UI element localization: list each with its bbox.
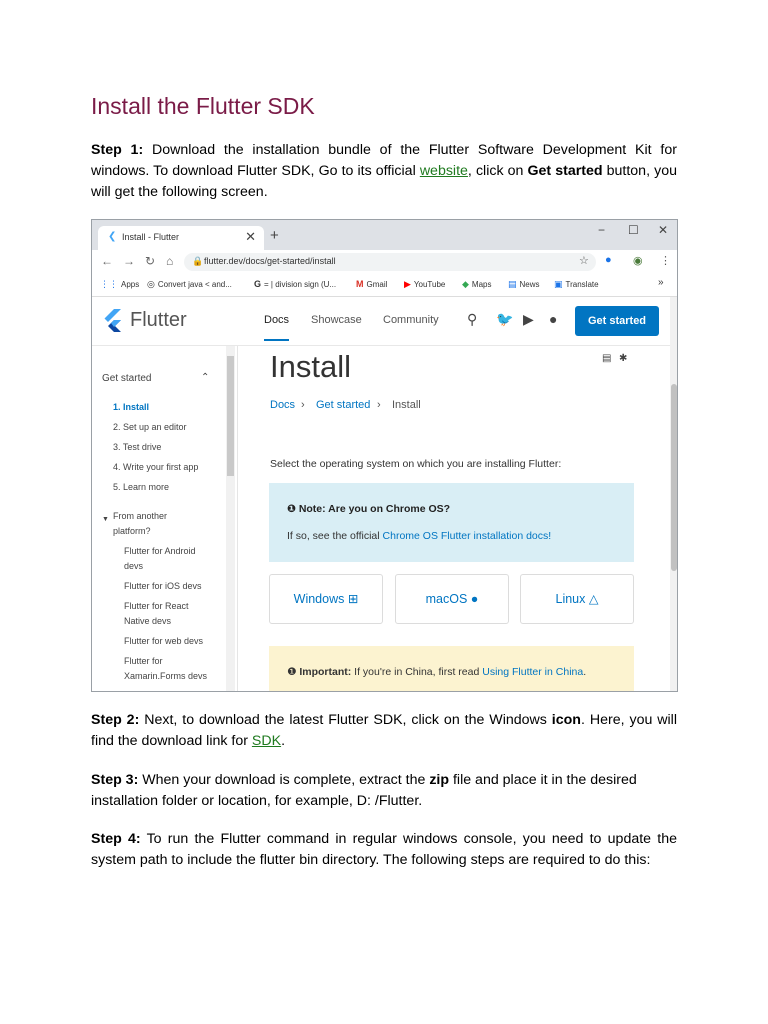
bookmark-translate[interactable]: ▣ Translate xyxy=(554,279,599,289)
macos-label: macOS xyxy=(425,592,468,606)
profile-sync-icon[interactable]: ● xyxy=(605,254,612,266)
windows-button[interactable] xyxy=(269,574,383,624)
windows-logo-icon: ⊞ xyxy=(347,592,359,606)
note-text xyxy=(287,530,551,542)
step-3-label: Step 3: xyxy=(91,772,139,788)
breadcrumb-separator-icon: › xyxy=(301,399,305,411)
chevron-up-icon[interactable]: ⌃ xyxy=(201,372,210,383)
sidebar-item-web[interactable]: Flutter for web devs xyxy=(124,636,204,646)
step-3-paragraph xyxy=(91,770,677,812)
info-icon: ❶ xyxy=(287,503,299,515)
translate-icon: ▣ xyxy=(554,279,563,289)
important-label: Important: xyxy=(299,666,352,678)
caret-down-icon[interactable]: ▼ xyxy=(102,516,109,523)
breadcrumb-install: Install xyxy=(392,399,421,411)
sdk-link[interactable]: SDK xyxy=(251,733,282,749)
forward-icon[interactable]: → xyxy=(123,254,135,268)
more-bookmarks-icon[interactable]: » xyxy=(658,277,664,288)
window-close-icon[interactable]: ✕ xyxy=(658,223,669,237)
important-text xyxy=(287,666,586,678)
get-started-bold: Get started xyxy=(527,163,603,179)
step-2-text-c: . xyxy=(281,733,286,749)
windows-label: Windows xyxy=(293,592,345,606)
youtube-icon[interactable]: ▶ xyxy=(523,311,534,327)
lock-icon: 🔒 xyxy=(192,256,204,266)
zip-bold: zip xyxy=(429,772,450,788)
bookmark-apps[interactable]: ⋮⋮ Apps xyxy=(100,279,140,289)
icon-bold: icon xyxy=(551,712,581,728)
flutter-logo-text[interactable]: Flutter xyxy=(130,309,187,331)
browser-tab[interactable] xyxy=(98,226,264,250)
maps-icon: ◆ xyxy=(462,279,469,289)
bookmark-news[interactable]: ▤ News xyxy=(508,279,540,289)
url-input[interactable] xyxy=(184,253,596,271)
step-1-label: Step 1: xyxy=(91,142,144,158)
note-title xyxy=(287,503,450,515)
chrome-os-docs-link[interactable]: Chrome OS Flutter installation docs! xyxy=(382,530,552,542)
sidebar-heading[interactable]: Get started xyxy=(102,373,152,384)
important-body: If you're in China, first read xyxy=(351,666,483,678)
sidebar-item-editor[interactable]: 2. Set up an editor xyxy=(113,422,187,432)
step-2-paragraph xyxy=(91,710,677,752)
important-end: . xyxy=(583,666,587,678)
extension-icon[interactable]: ◉ xyxy=(633,255,643,267)
menu-kebab-icon[interactable]: ⋮ xyxy=(660,255,671,267)
docs-sidebar xyxy=(92,346,238,692)
os-prompt-text: Select the operating system on which you are installing Flutter: xyxy=(270,458,562,470)
breadcrumb-separator-icon: › xyxy=(377,399,381,411)
breadcrumb-docs[interactable]: Docs xyxy=(270,399,296,411)
sidebar-item-test-drive[interactable]: 3. Test drive xyxy=(113,442,162,452)
page-source-icon[interactable]: ▤ xyxy=(602,353,612,364)
nav-showcase[interactable]: Showcase xyxy=(311,314,362,326)
url-text: flutter.dev/docs/get-started/install xyxy=(204,256,336,266)
github-icon[interactable]: ● xyxy=(549,311,558,327)
warning-icon: ❶ xyxy=(287,666,300,678)
youtube-icon: ▶ xyxy=(404,279,411,289)
apple-logo-icon: ● xyxy=(470,592,479,606)
apps-grid-icon: ⋮⋮ xyxy=(100,279,118,289)
macos-button[interactable] xyxy=(395,574,509,624)
linux-button[interactable] xyxy=(520,574,634,624)
maximize-icon[interactable]: ☐ xyxy=(628,223,639,237)
step-1-text: Download the installation bundle of the Flutter Software Development Kit for windows. To download Flutter SDK, Go to its official xyxy=(91,142,677,179)
nav-community[interactable]: Community xyxy=(383,314,439,326)
get-started-button[interactable]: Get started xyxy=(575,306,659,336)
step-3-text-b: file and place it in the desired installation folder or location, for example, D: /Flutter. xyxy=(91,772,637,809)
chrome-os-note xyxy=(269,483,634,562)
note-text-lead: If so, see the official xyxy=(287,530,383,542)
google-icon: G xyxy=(254,279,262,289)
gmail-icon: M xyxy=(356,279,364,289)
flutter-favicon-icon: ❮ xyxy=(108,231,117,242)
step-4-text: To run the Flutter command in regular windows console, you need to update the system path to include the flutter bin directory. The following steps are required to do this: xyxy=(91,831,677,868)
sidebar-group-another-platform[interactable]: From another platform? xyxy=(113,511,168,536)
sidebar-scrollbar[interactable] xyxy=(226,346,235,692)
globe-icon: ◎ xyxy=(147,279,155,289)
flutter-logo-icon[interactable] xyxy=(102,309,124,333)
bug-report-icon[interactable]: ✱ xyxy=(619,353,628,364)
bookmark-star-icon[interactable]: ☆ xyxy=(579,255,589,267)
flutter-install-screenshot xyxy=(91,219,678,692)
step-4-label: Step 4: xyxy=(91,831,141,847)
step-1-text-c: button, you will get the following screen. xyxy=(91,163,677,200)
step-4-paragraph xyxy=(91,829,677,871)
sidebar-item-learn-more[interactable]: 5. Learn more xyxy=(113,482,170,492)
sidebar-item-react-native[interactable]: Flutter for React Native devs xyxy=(124,601,189,626)
step-2-text: Next, to download the latest Flutter SDK, click on the Windows xyxy=(144,712,552,728)
search-icon[interactable]: ⚲ xyxy=(467,311,478,327)
bookmark-division-sign[interactable]: G = | division sign (U... xyxy=(254,279,337,289)
step-1-text-b: , click on xyxy=(467,163,528,179)
bookmark-youtube[interactable]: ▶ YouTube xyxy=(404,279,446,289)
sidebar-item-install[interactable]: 1. Install xyxy=(113,402,150,412)
back-icon[interactable]: ← xyxy=(101,254,113,268)
linux-label: Linux xyxy=(555,592,586,606)
china-important-notice xyxy=(269,646,634,692)
step-3-text: When your download is complete, extract the xyxy=(142,772,430,788)
step-2-label: Step 2: xyxy=(91,712,140,728)
note-title-text: Note: Are you on Chrome OS? xyxy=(298,503,451,515)
twitter-icon[interactable]: 🐦 xyxy=(496,311,514,327)
new-tab-button[interactable]: + xyxy=(270,227,279,244)
nav-docs[interactable]: Docs xyxy=(264,314,289,341)
bookmark-maps[interactable]: ◆ Maps xyxy=(462,279,492,289)
address-bar xyxy=(92,250,677,275)
flutter-site-header xyxy=(92,297,670,346)
tab-close-icon[interactable]: ✕ xyxy=(245,229,256,244)
bookmark-convert-java[interactable]: ◎ Convert java < and... xyxy=(147,279,232,289)
linux-penguin-icon: △ xyxy=(588,592,599,606)
page-title: Install the Flutter SDK xyxy=(91,93,315,119)
home-icon[interactable]: ⌂ xyxy=(166,254,174,268)
install-heading: Install xyxy=(270,349,351,384)
sidebar-item-first-app[interactable]: 4. Write your first app xyxy=(113,462,199,472)
flutter-in-china-link[interactable]: Using Flutter in China xyxy=(482,666,584,678)
minimize-icon[interactable]: − xyxy=(598,223,606,237)
page-scrollbar[interactable] xyxy=(670,297,678,692)
browser-tab-bar xyxy=(92,220,677,250)
step-1-paragraph xyxy=(91,140,677,203)
sidebar-item-xamarin[interactable]: Flutter for Xamarin.Forms devs xyxy=(124,656,208,681)
breadcrumb-get-started[interactable]: Get started xyxy=(316,399,371,411)
sidebar-item-ios[interactable]: Flutter for iOS devs xyxy=(124,581,202,591)
bookmark-gmail[interactable]: M Gmail xyxy=(356,279,388,289)
news-icon: ▤ xyxy=(508,279,517,289)
reload-icon[interactable]: ↻ xyxy=(145,254,156,268)
tab-title: Install - Flutter xyxy=(122,232,180,242)
website-link[interactable]: website xyxy=(419,163,468,179)
step-2-text-b: . Here, you will find the download link for xyxy=(91,712,677,749)
bookmarks-bar xyxy=(92,274,677,297)
sidebar-item-android[interactable]: Flutter for Android devs xyxy=(124,546,196,571)
